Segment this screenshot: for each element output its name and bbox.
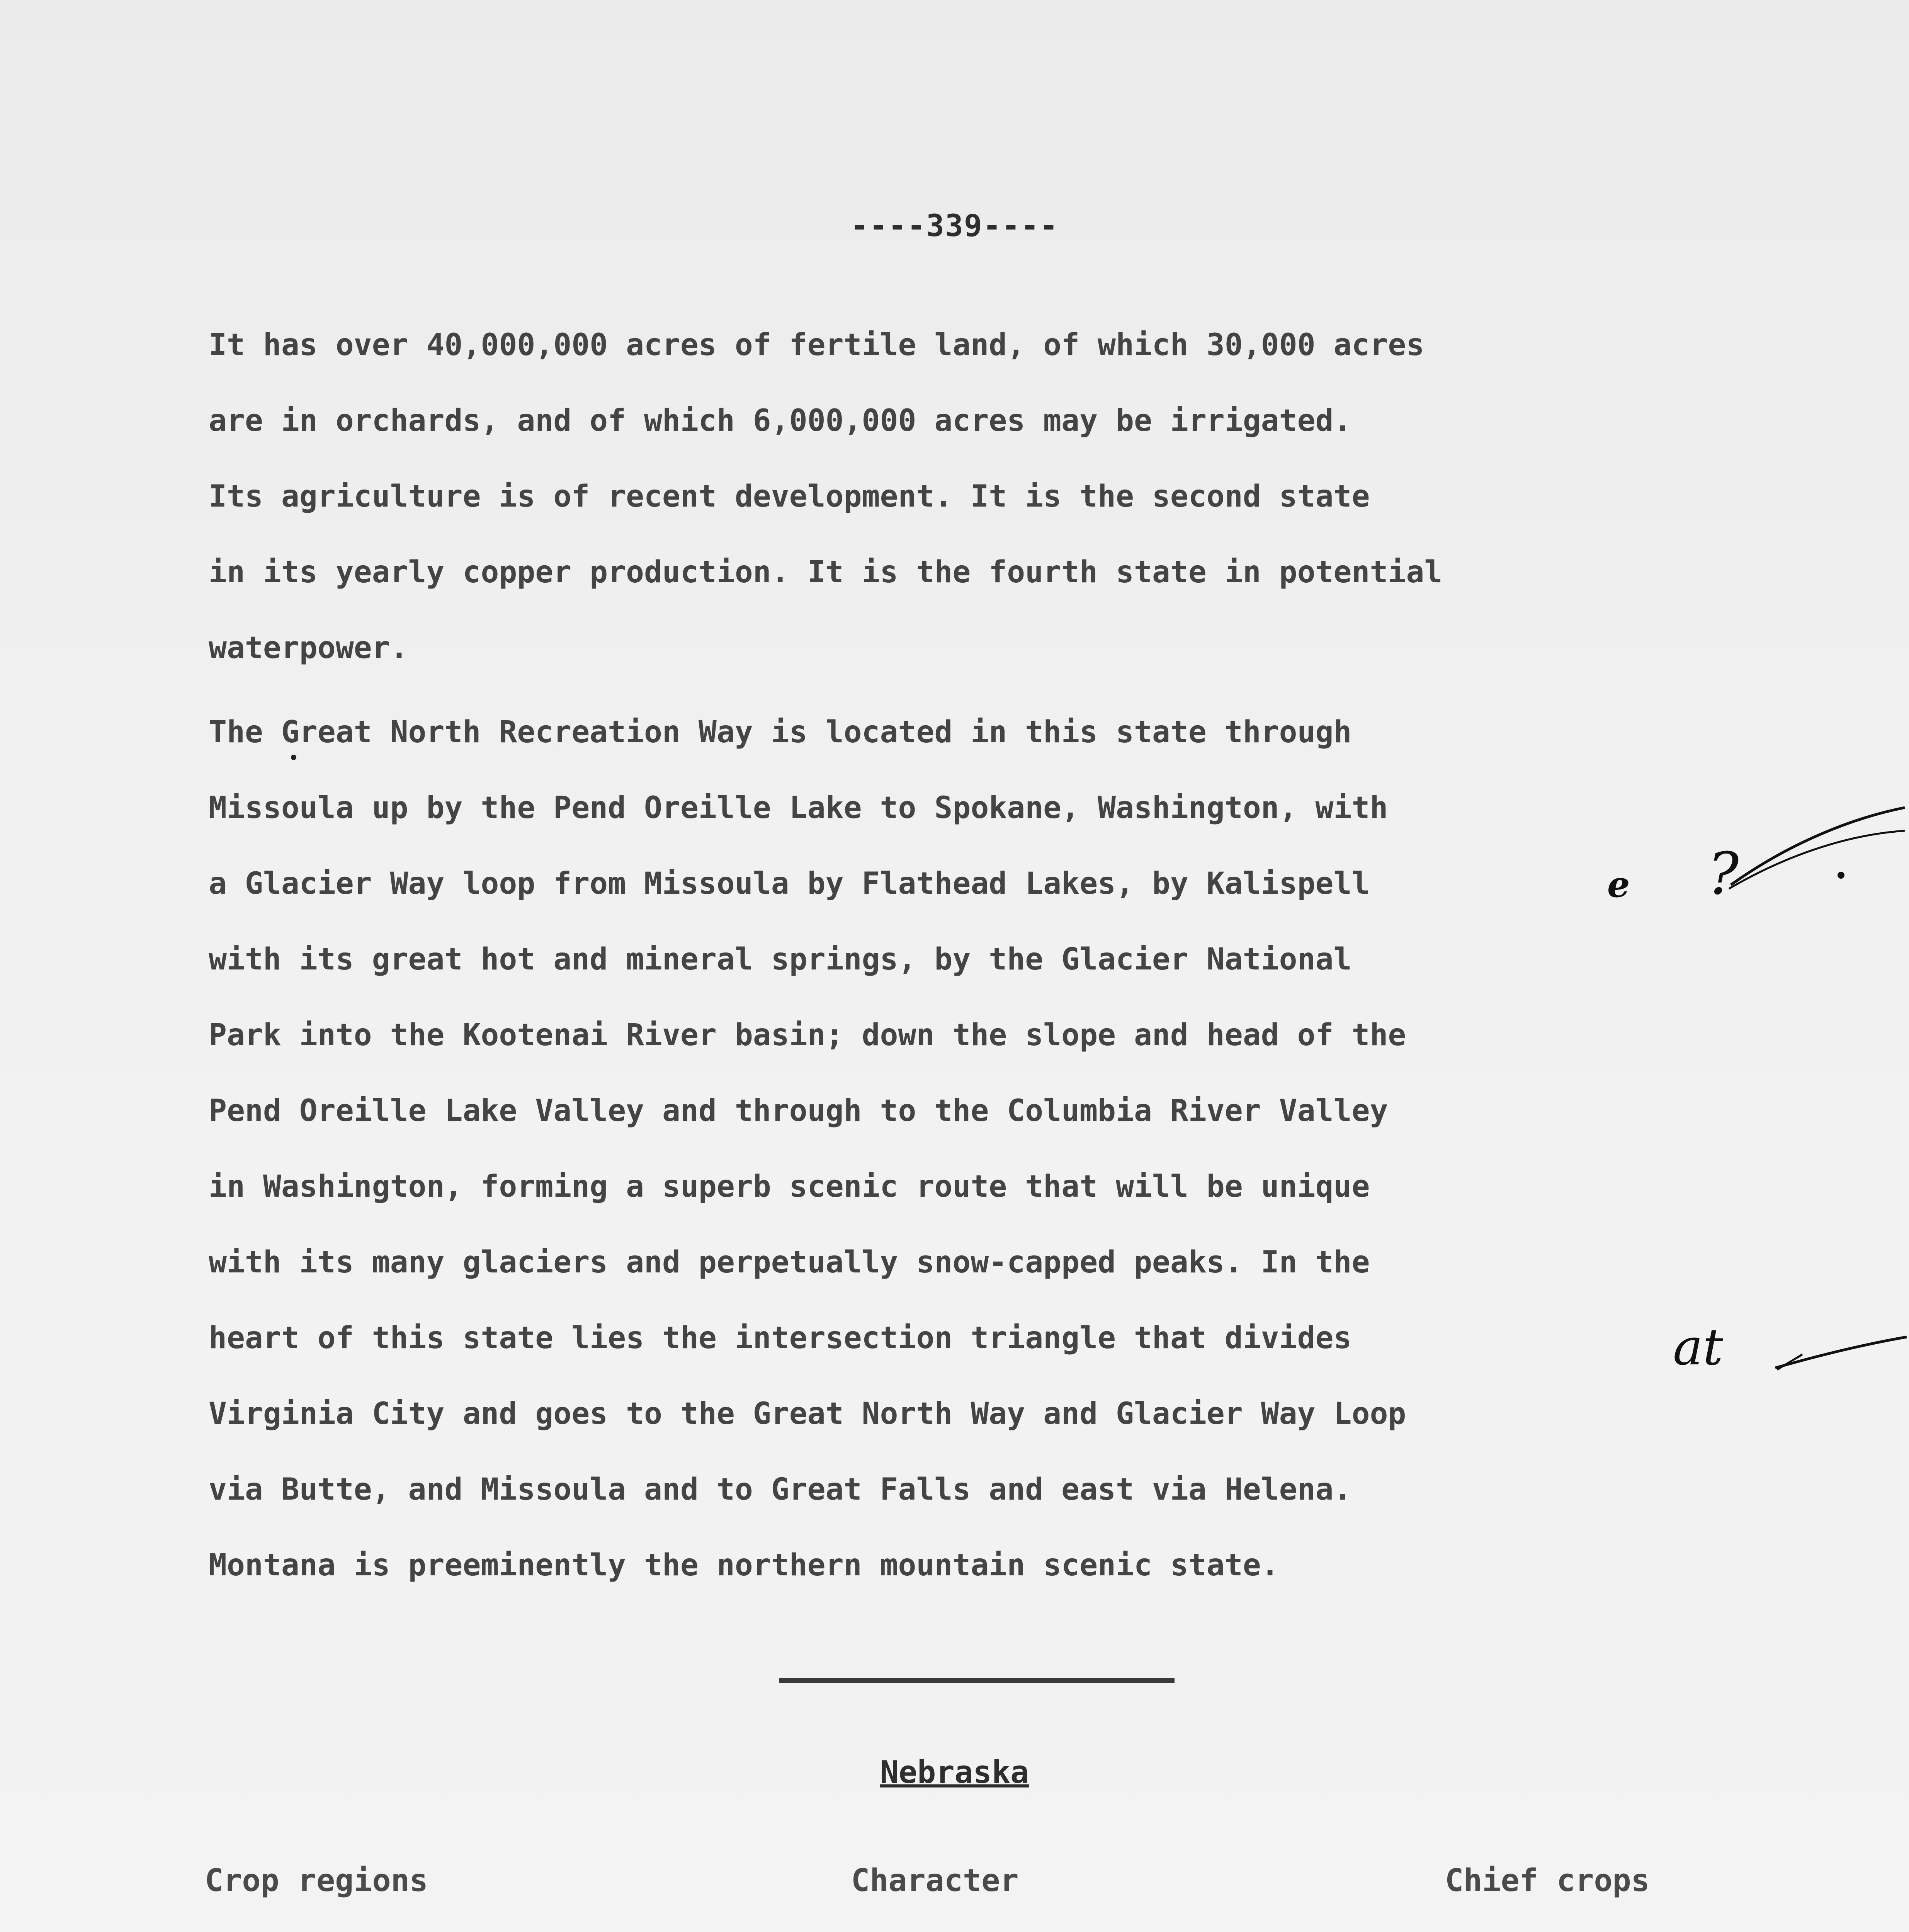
paragraph-recreation-way: The Great North Recreation Way is located in this state through Missoula up by the Pend Oreille Lake to Spokane, Washington, with a Glacier Way loop from Missoula by Flathead Lakes, by Kalispell with its great hot and mineral springs, by the Glacier National Park into the Kootenai River basin; down the slope and head of the Pend Oreille Lake Valley and through to the Columbia River Valley in Washington, forming a superb scenic route that will be unique with its many glaciers and perpetually snow-capped peaks. In the heart of this state lies the intersection triangle that divides Virginia City and goes to the Great North Way and Glacier Way Loop via Butte, and Missoula and to Great Falls and east via Helena. Montana is preeminently the northern mountain scenic state. [209, 715, 1406, 1583]
column-header-character: Character [851, 1862, 1019, 1898]
handwritten-e-correction: e [1607, 864, 1630, 905]
section-title: Nebraska [880, 1754, 1029, 1790]
handwritten-question-mark: ? [1708, 840, 1739, 908]
handwritten-at-insertion: at [1673, 1318, 1723, 1376]
page-number: ----339---- [850, 209, 1059, 243]
column-header-chief-crops: Chief crops [1445, 1862, 1650, 1898]
paragraph-agriculture: It has over 40,000,000 acres of fertile land, of which 30,000 acres are in orchards, and of which 6,000,000 acres may be irrigated. Its agriculture is of recent development. It is the second state in its yearly copper production. It is the fourth state in potential waterpower. [209, 328, 1443, 665]
column-header-crop-regions: Crop regions [205, 1862, 428, 1898]
section-divider [779, 1678, 1175, 1683]
